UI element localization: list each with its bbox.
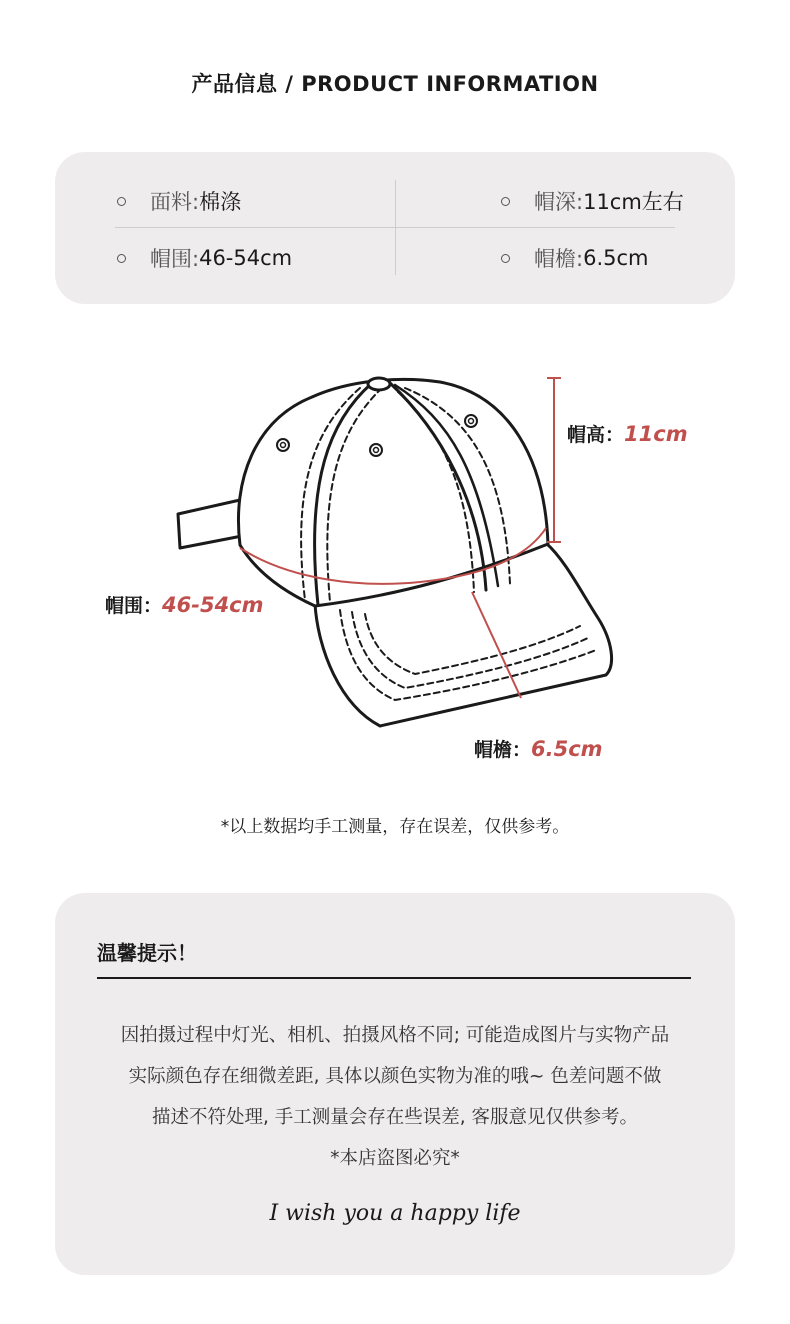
circumference-label-value: 46-54cm <box>162 593 264 617</box>
circumference-label <box>105 591 264 618</box>
tips-title: 温馨提示！ <box>97 941 197 965</box>
info-label: 面料: <box>150 190 200 214</box>
page-title: 产品信息 / PRODUCT INFORMATION <box>191 72 599 96</box>
brim-label-key: 帽檐： <box>474 739 532 761</box>
height-label-value: 11cm <box>624 422 688 446</box>
info-value: 11cm左右 <box>583 190 684 214</box>
tips-line: 因拍摄过程中灯光、相机、拍摄风格不同; 可能造成图片与实物产品 <box>120 1025 670 1046</box>
info-label: 帽深: <box>534 190 584 214</box>
signature-text: I wish you a happy life <box>269 1201 521 1226</box>
bullet-circle-icon <box>117 197 126 206</box>
info-value: 6.5cm <box>583 246 649 270</box>
height-label-key: 帽高： <box>567 424 625 446</box>
bullet-circle-icon <box>501 197 510 206</box>
cap-strap <box>178 500 242 548</box>
cap-size-diagram <box>0 330 790 780</box>
bullet-circle-icon <box>501 254 510 263</box>
circumference-label-key: 帽围： <box>105 595 163 617</box>
info-item-fabric <box>117 186 241 216</box>
brim-label-value: 6.5cm <box>531 737 603 761</box>
tips-card <box>55 893 735 1275</box>
cap-button <box>368 378 390 390</box>
measurement-note: *以上数据均手工测量，存在误差，仅供参考。 <box>220 817 570 837</box>
baseball-cap-illustration <box>0 330 790 780</box>
tips-line: 描述不符处理, 手工测量会存在些误差, 客服意见仅供参考。 <box>151 1107 639 1128</box>
info-item-depth <box>501 186 684 216</box>
product-info-card <box>55 152 735 304</box>
tips-divider <box>97 977 691 979</box>
info-label: 帽檐: <box>534 247 584 271</box>
tips-line: *本店盗图必究* <box>330 1148 460 1169</box>
info-label: 帽围: <box>150 247 200 271</box>
brim-label <box>474 735 603 762</box>
divider-horizontal <box>115 227 675 228</box>
info-value: 棉涤 <box>199 190 242 214</box>
bullet-circle-icon <box>117 254 126 263</box>
info-item-circumference <box>117 243 292 273</box>
tips-line: 实际颜色存在细微差距, 具体以颜色实物为准的哦~ 色差问题不做 <box>128 1066 662 1087</box>
info-item-brim <box>501 243 648 273</box>
height-label <box>567 420 688 447</box>
info-value: 46-54cm <box>199 246 293 270</box>
